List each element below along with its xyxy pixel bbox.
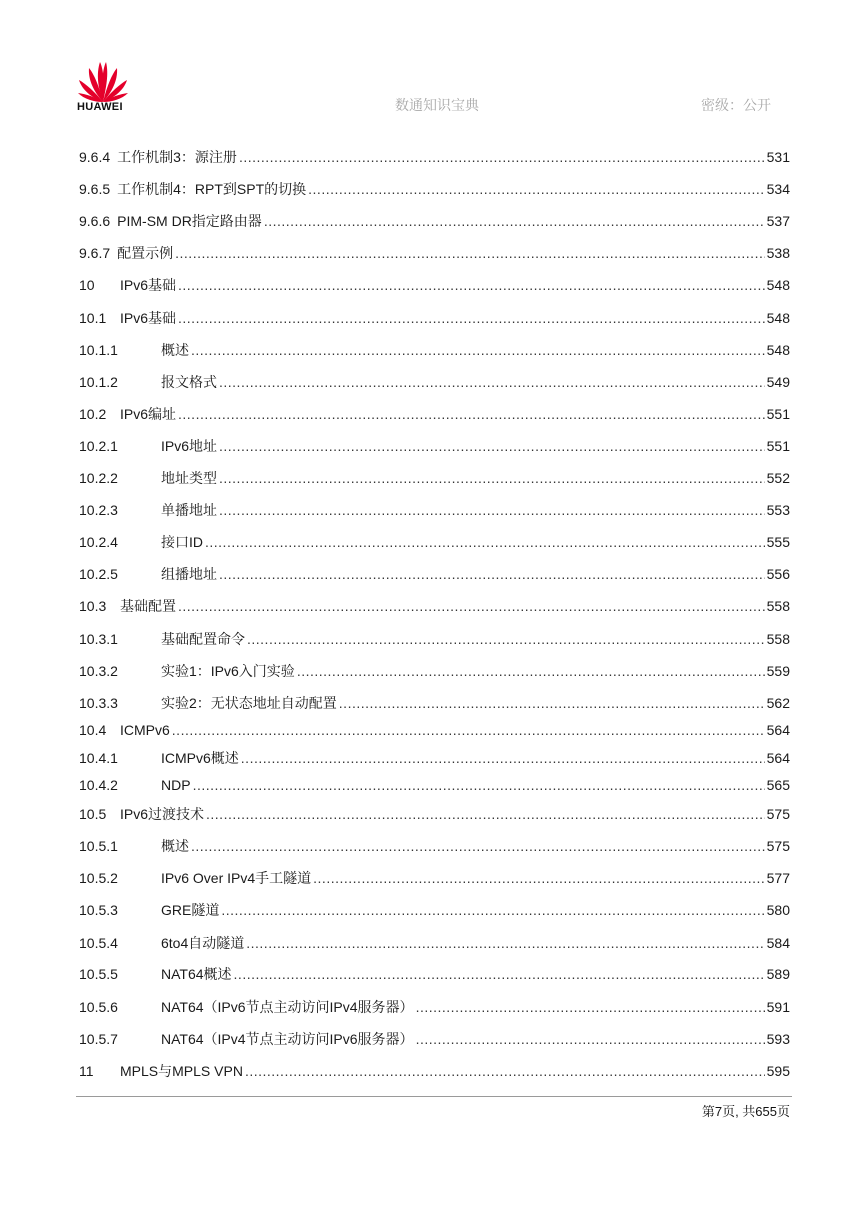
toc-entry-page: 593 xyxy=(766,1031,790,1047)
toc-dot-leader xyxy=(178,308,765,328)
toc-entry-page: 549 xyxy=(766,374,790,390)
toc-entry[interactable] xyxy=(79,836,790,856)
toc-dot-leader xyxy=(313,868,764,888)
toc-entry-title: NAT64（IPv6节点主动访问IPv4服务器） xyxy=(161,999,414,1015)
toc-entry-number: 10.2 xyxy=(79,406,107,422)
toc-entry-title: IPv6编址 xyxy=(120,406,177,422)
toc-entry[interactable] xyxy=(79,868,790,888)
toc-entry-number: 10.4.2 xyxy=(79,777,118,793)
toc-entry-number: 10.1 xyxy=(79,310,107,326)
toc-entry[interactable] xyxy=(79,900,790,920)
toc-entry[interactable] xyxy=(79,596,790,616)
toc-dot-leader xyxy=(178,275,765,295)
toc-entry-page: 551 xyxy=(766,406,790,422)
toc-dot-leader xyxy=(172,720,765,740)
toc-dot-leader xyxy=(193,775,765,795)
toc-dot-leader xyxy=(219,436,765,456)
toc-dot-leader xyxy=(178,404,765,424)
toc-entry[interactable] xyxy=(79,933,790,953)
toc-entry-title: MPLS与MPLS VPN xyxy=(120,1063,243,1079)
toc-entry-number: 10.5.5 xyxy=(79,966,118,982)
toc-entry-title: 实验2：无状态地址自动配置 xyxy=(161,695,337,711)
toc-entry-number: 10 xyxy=(79,277,95,293)
toc-entry-page: 538 xyxy=(766,245,790,261)
toc-dot-leader xyxy=(264,211,765,231)
toc-entry[interactable] xyxy=(79,404,790,424)
toc-entry-title: 实验1：IPv6入门实验 xyxy=(161,663,295,679)
toc-entry-title: NAT64概述 xyxy=(161,966,232,982)
toc-entry-number: 9.6.4 xyxy=(79,149,111,165)
toc-entry-number: 10.5.4 xyxy=(79,935,118,951)
toc-entry-title: IPv6基础 xyxy=(120,310,177,326)
toc-entry-page: 551 xyxy=(766,438,790,454)
toc-entry-number: 10.2.3 xyxy=(79,502,118,518)
toc-entry-number: 10.3.1 xyxy=(79,631,118,647)
toc-entry[interactable] xyxy=(79,436,790,456)
toc-entry-page: 589 xyxy=(766,966,790,982)
toc-entry-page: 531 xyxy=(766,149,790,165)
toc-entry[interactable] xyxy=(79,340,790,360)
toc-dot-leader xyxy=(221,900,764,920)
toc-entry-page: 537 xyxy=(766,213,790,229)
toc-dot-leader xyxy=(205,532,765,552)
toc-entry-title: 基础配置 xyxy=(120,598,176,614)
toc-entry-page: 559 xyxy=(766,663,790,679)
logo-text: HUAWEI xyxy=(77,101,123,113)
toc-dot-leader xyxy=(416,997,765,1017)
toc-entry-number: 10.4 xyxy=(79,722,107,738)
toc-entry-number: 10.4.1 xyxy=(79,750,118,766)
toc-entry-page: 555 xyxy=(766,534,790,550)
toc-entry-title: IPv6基础 xyxy=(120,277,177,293)
toc-entry-title: IPv6过渡技术 xyxy=(120,806,205,822)
toc-entry[interactable] xyxy=(79,748,790,768)
toc-entry-page: 548 xyxy=(766,342,790,358)
toc-entry-number: 10.5.6 xyxy=(79,999,118,1015)
toc-entry-number: 10.5.7 xyxy=(79,1031,118,1047)
toc-entry-page: 580 xyxy=(766,902,790,918)
toc-entry-number: 10.3.2 xyxy=(79,663,118,679)
toc-entry-title: 工作机制4：RPT到SPT的切换 xyxy=(117,181,307,197)
toc-entry-title: ICMPv6概述 xyxy=(161,750,239,766)
classification-label: 密级：公开 xyxy=(701,97,771,113)
toc-entry-page: 595 xyxy=(766,1063,790,1079)
toc-dot-leader xyxy=(241,748,765,768)
toc-entry-page: 564 xyxy=(766,722,790,738)
toc-entry-number: 10.5.3 xyxy=(79,902,118,918)
toc-entry-title: 组播地址 xyxy=(161,566,217,582)
toc-entry[interactable] xyxy=(79,147,790,167)
toc-entry-page: 565 xyxy=(766,777,790,793)
toc-entry-title: ICMPv6 xyxy=(120,722,170,738)
toc-entry-title: 基础配置命令 xyxy=(161,631,245,647)
toc-entry[interactable] xyxy=(79,629,790,649)
toc-dot-leader xyxy=(178,596,765,616)
toc-entry-title: 工作机制3：源注册 xyxy=(117,149,237,165)
toc-entry[interactable] xyxy=(79,211,790,231)
toc-entry[interactable] xyxy=(79,532,790,552)
toc-entry-title: PIM-SM DR指定路由器 xyxy=(117,213,262,229)
toc-entry-title: 概述 xyxy=(161,342,189,358)
toc-entry[interactable] xyxy=(79,1029,790,1049)
toc-entry-page: 584 xyxy=(766,935,790,951)
toc-entry-title: GRE隧道 xyxy=(161,902,220,918)
toc-dot-leader xyxy=(239,147,765,167)
toc-entry-number: 9.6.7 xyxy=(79,245,111,261)
toc-entry-title: 概述 xyxy=(161,838,189,854)
toc-entry-page: 552 xyxy=(766,470,790,486)
toc-entry-title: NDP xyxy=(161,777,191,793)
toc-entry-page: 575 xyxy=(766,838,790,854)
toc-entry-page: 548 xyxy=(766,310,790,326)
footer-divider xyxy=(76,1096,792,1097)
toc-entry[interactable] xyxy=(79,275,790,295)
toc-entry-title: 地址类型 xyxy=(161,470,217,486)
toc-entry-number: 10.1.1 xyxy=(79,342,118,358)
toc-entry-number: 11 xyxy=(79,1063,94,1079)
toc-entry[interactable] xyxy=(79,775,790,795)
toc-entry-page: 564 xyxy=(766,750,790,766)
toc-entry-title: IPv6地址 xyxy=(161,438,218,454)
toc-dot-leader xyxy=(245,1061,765,1081)
toc-entry-page: 577 xyxy=(766,870,790,886)
toc-entry[interactable] xyxy=(79,804,790,824)
toc-dot-leader xyxy=(219,372,765,392)
toc-entry-page: 558 xyxy=(766,631,790,647)
toc-entry[interactable] xyxy=(79,308,790,328)
toc-dot-leader xyxy=(234,964,765,984)
toc-entry[interactable] xyxy=(79,661,790,681)
toc-entry[interactable] xyxy=(79,179,790,199)
toc-dot-leader xyxy=(219,468,765,488)
toc-entry-number: 10.5.1 xyxy=(79,838,118,854)
toc-entry[interactable] xyxy=(79,693,790,713)
toc-entry[interactable] xyxy=(79,964,790,984)
toc-entry-page: 575 xyxy=(766,806,790,822)
toc-dot-leader xyxy=(308,179,764,199)
toc-entry-number: 10.3 xyxy=(79,598,107,614)
toc-entry[interactable] xyxy=(79,1061,790,1081)
toc-entry-title: 配置示例 xyxy=(117,245,174,261)
toc-entry-number: 10.2.1 xyxy=(79,438,118,454)
toc-entry-page: 591 xyxy=(766,999,790,1015)
toc-entry-page: 553 xyxy=(766,502,790,518)
toc-entry[interactable] xyxy=(79,500,790,520)
toc-entry-title: 6to4自动隧道 xyxy=(161,935,245,951)
toc-entry-page: 548 xyxy=(766,277,790,293)
toc-entry-title: 接口ID xyxy=(161,534,203,550)
toc-entry[interactable] xyxy=(79,997,790,1017)
toc-entry-number: 9.6.5 xyxy=(79,181,111,197)
toc-entry-page: 562 xyxy=(766,695,790,711)
toc-entry-page: 556 xyxy=(766,566,790,582)
toc-dot-leader xyxy=(175,243,765,263)
toc-entry-number: 10.1.2 xyxy=(79,374,118,390)
toc-entry[interactable] xyxy=(79,243,790,263)
page-number: 第7页, 共655页 xyxy=(701,1104,790,1119)
toc-entry-number: 9.6.6 xyxy=(79,213,111,229)
toc-dot-leader xyxy=(191,340,765,360)
toc-entry[interactable] xyxy=(79,720,790,740)
toc-entry-number: 10.5.2 xyxy=(79,870,118,886)
toc-dot-leader xyxy=(206,804,765,824)
toc-entry-page: 558 xyxy=(766,598,790,614)
toc-entry-title: IPv6 Over IPv4手工隧道 xyxy=(161,870,312,886)
toc-entry[interactable] xyxy=(79,372,790,392)
toc-dot-leader xyxy=(219,564,765,584)
toc-dot-leader xyxy=(219,500,765,520)
toc-dot-leader xyxy=(416,1029,765,1049)
toc-dot-leader xyxy=(339,693,765,713)
toc-entry[interactable] xyxy=(79,468,790,488)
toc-entry[interactable] xyxy=(79,564,790,584)
toc-entry-number: 10.3.3 xyxy=(79,695,118,711)
toc-entry-number: 10.2.5 xyxy=(79,566,118,582)
toc-entry-number: 10.2.2 xyxy=(79,470,118,486)
toc-dot-leader xyxy=(246,933,764,953)
toc-dot-leader xyxy=(297,661,765,681)
toc-dot-leader xyxy=(191,836,765,856)
toc-entry-title: 单播地址 xyxy=(161,502,217,518)
toc-dot-leader xyxy=(247,629,765,649)
toc-entry-number: 10.5 xyxy=(79,806,107,822)
toc-entry-number: 10.2.4 xyxy=(79,534,118,550)
toc-entry-title: NAT64（IPv4节点主动访问IPv6服务器） xyxy=(161,1031,414,1047)
document-title: 数通知识宝典 xyxy=(395,97,479,113)
toc-entry-page: 534 xyxy=(766,181,790,197)
toc-entry-title: 报文格式 xyxy=(161,374,217,390)
